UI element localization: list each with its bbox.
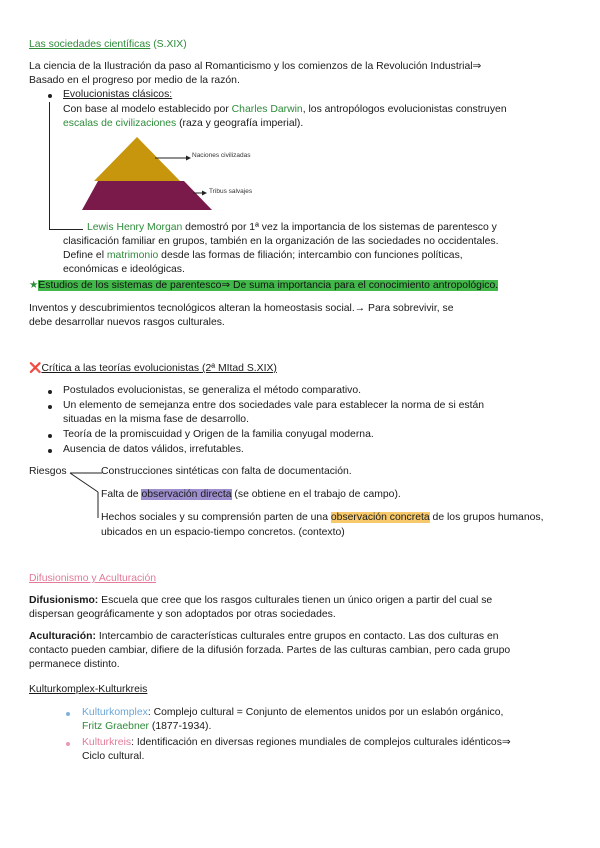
kinship-highlight: ★Estudios de los sistemas de parentesco⇒ De suma importancia para el conocimiento antropológico. bbox=[29, 280, 499, 291]
arrowhead-icon bbox=[202, 191, 207, 196]
kulturkomplex-item: Kulturkomplex: Complejo cultural = Conjunto de elementos unidos por un eslabón orgánico, bbox=[82, 707, 504, 718]
section-title-difusionismo: Difusionismo y Aculturación bbox=[29, 573, 157, 584]
bullet-icon bbox=[66, 712, 70, 716]
aculturacion-line-3: permanece distinto. bbox=[29, 659, 120, 670]
inventos-line-2: debe desarrollar nuevos rasgos culturales. bbox=[29, 317, 225, 328]
morgan-line-1: Lewis Henry Morgan demostró por 1ª vez la importancia de los sistemas de parentesco y bbox=[87, 222, 497, 233]
bullet-icon bbox=[48, 434, 52, 438]
morgan-line-4: económicas e ideológicas. bbox=[63, 264, 185, 275]
kulturkreis-item: Kulturkreis: Identificación en diversas regiones mundiales de complejos culturales idénticos⇒ bbox=[82, 737, 511, 748]
riesgo-3: Hechos sociales y su comprensión parten de una observación concreta de los grupos humanos, bbox=[101, 512, 544, 523]
section-title-critica: ❌Crítica a las teorías evolucionistas (2ª MItad S.XIX) bbox=[29, 363, 277, 374]
bullet-icon bbox=[66, 742, 70, 746]
bullet-icon bbox=[48, 405, 52, 409]
riesgo-3b: ubicados en un espacio-tiempo concretos. (contexto) bbox=[101, 527, 345, 538]
pyramid-label-top: Naciones civilizadas bbox=[192, 152, 251, 159]
difusionismo-line-1: Difusionismo: Escuela que cree que los rasgos culturales tienen un único origen a partir del cual se bbox=[29, 595, 493, 606]
critica-item-2b: situadas en la misma fase de desarrollo. bbox=[63, 414, 249, 425]
kulturkomplex-title: Kulturkomplex-Kulturkreis bbox=[29, 684, 148, 695]
aculturacion-line-1: Aculturación: Intercambio de características culturales entre grupos en contacto. Las dos culturas en bbox=[29, 631, 499, 642]
critica-item-4: Ausencia de datos válidos, irrefutables. bbox=[63, 444, 244, 455]
riesgo-1: Construcciones sintéticas con falta de documentación. bbox=[101, 466, 352, 477]
evolucionistas-heading: Evolucionistas clásicos: bbox=[63, 89, 173, 100]
bullet-icon bbox=[48, 390, 52, 394]
civilization-pyramid bbox=[80, 134, 280, 216]
intro-line-2: Basado en el progreso por medio de la razón. bbox=[29, 75, 240, 86]
bracket-line bbox=[49, 102, 50, 230]
kulturkreis-item-b: Ciclo cultural. bbox=[82, 751, 145, 762]
riesgos-label: Riesgos bbox=[29, 466, 67, 477]
pyramid-bottom-tier bbox=[82, 181, 212, 210]
intro-line-1: La ciencia de la Ilustración da paso al Romanticismo y los comienzos de la Revolución Industrial⇒ bbox=[29, 61, 482, 72]
bullet-icon bbox=[48, 94, 52, 98]
morgan-line-2: clasificación familiar en grupos, también en la organización de las sociedades no occidentales. bbox=[63, 236, 499, 247]
pyramid-top-tier bbox=[94, 137, 180, 181]
bullet-icon bbox=[48, 449, 52, 453]
evo-line-1: Con base al modelo establecido por Charles Darwin, los antropólogos evolucionistas construyen bbox=[63, 104, 507, 115]
section-title-sociedades: Las sociedades científicas (S.XIX) bbox=[29, 39, 187, 50]
cross-icon: ❌ bbox=[29, 363, 42, 374]
morgan-line-3: Define el matrimonio desde las formas de filiación; intercambio con funciones políticas, bbox=[63, 250, 463, 261]
difusionismo-line-2: dispersan geográficamente y son adoptados por otras sociedades. bbox=[29, 609, 336, 620]
evo-line-2: escalas de civilizaciones (raza y geografía imperial). bbox=[63, 118, 304, 129]
kulturkomplex-item-b: Fritz Graebner (1877-1934). bbox=[82, 721, 212, 732]
critica-item-1: Postulados evolucionistas, se generaliza el método comparativo. bbox=[63, 385, 362, 396]
inventos-line-1: Inventos y descubrimientos tecnológicos alteran la homeostasis social.→ Para sobrevivir, se bbox=[29, 303, 454, 314]
critica-item-2a: Un elemento de semejanza entre dos sociedades vale para establecer la norma de si están bbox=[63, 400, 485, 411]
pyramid-label-bottom: Tribus salvajes bbox=[209, 188, 253, 195]
critica-item-3: Teoría de la promiscuidad y Origen de la familia conyugal moderna. bbox=[63, 429, 374, 440]
riesgos-branch-lines bbox=[68, 466, 104, 520]
bracket-foot bbox=[49, 229, 83, 230]
aculturacion-line-2: contacto pueden cambiar, difiere de la difusión forzada. Partes de las culturas cambian, pero cada grupo bbox=[29, 645, 511, 656]
arrowhead-icon bbox=[186, 156, 191, 161]
riesgo-2: Falta de observación directa (se obtiene en el trabajo de campo). bbox=[101, 489, 401, 500]
star-icon: ★ bbox=[29, 280, 39, 291]
